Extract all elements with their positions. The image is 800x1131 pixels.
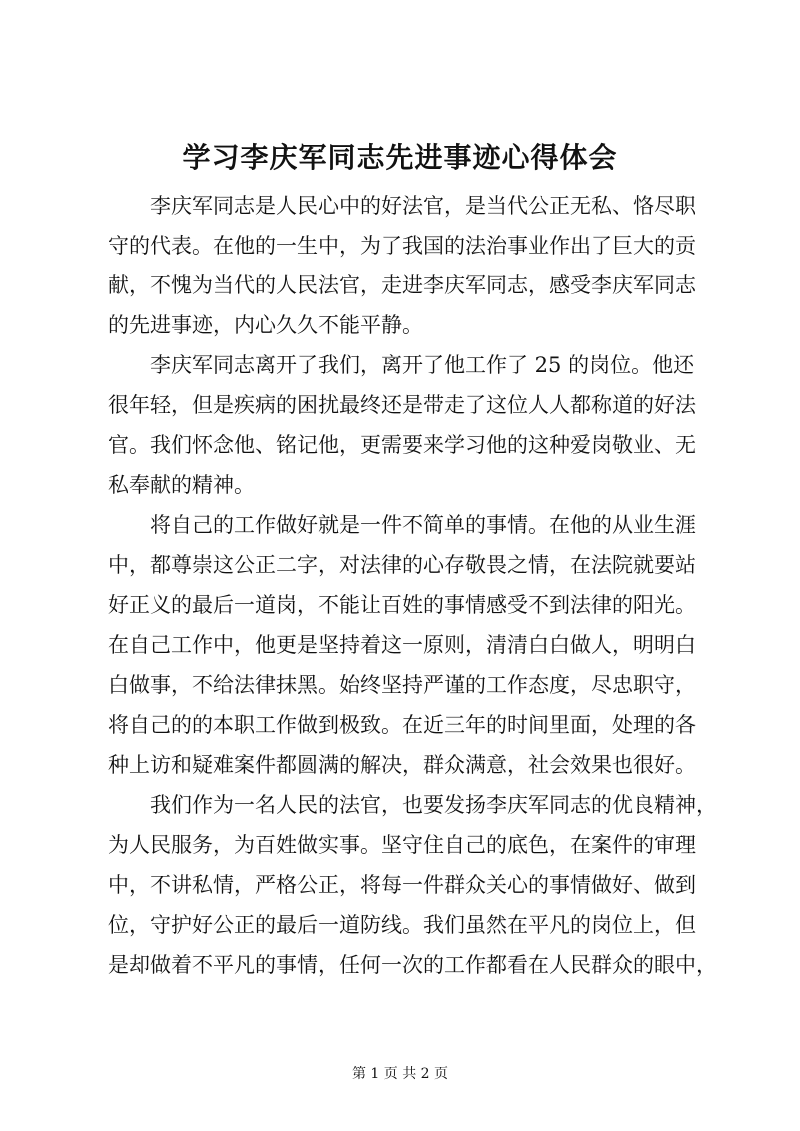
body-line: 种上访和疑难案件都圆满的解决，群众满意，社会效果也很好。 [108,753,696,777]
body-line: 将自己的的本职工作做到极致。在近三年的时间里面，处理的各 [108,713,696,737]
body-line: 白做事，不给法律抹黑。始终坚持严谨的工作态度，尽忠职守， [108,673,696,697]
body-line: 将自己的工作做好就是一件不简单的事情。在他的从业生涯 [108,513,696,537]
body-line: 很年轻，但是疾病的困扰最终还是带走了这位人人都称道的好法 [108,393,696,417]
body-line: 我们作为一名人民的法官，也要发扬李庆军同志的优良精神， [108,793,717,817]
body-line: 的先进事迹，内心久久不能平静。 [108,313,423,337]
body-line: 献，不愧为当代的人民法官，走进李庆军同志，感受李庆军同志 [108,273,696,297]
body-line: 官。我们怀念他、铭记他，更需要来学习他的这种爱岗敬业、无 [108,433,696,457]
body-line: 中，都尊崇这公正二字，对法律的心存敬畏之情，在法院就要站 [108,553,696,577]
body-line: 是却做着不平凡的事情，任何一次的工作都看在人民群众的眼中， [108,953,717,977]
body-line: 为人民服务，为百姓做实事。坚守住自己的底色，在案件的审理 [108,833,696,857]
document-title: 学习李庆军同志先进事迹心得体会 [182,141,618,174]
body-line: 位，守护好公正的最后一道防线。我们虽然在平凡的岗位上，但 [108,913,696,937]
body-line: 李庆军同志离开了我们，离开了他工作了 25 的岗位。他还 [108,353,695,377]
body-line: 好正义的最后一道岗，不能让百姓的事情感受不到法律的阳光。 [108,593,696,617]
body-line: 中，不讲私情，严格公正，将每一件群众关心的事情做好、做到 [108,873,696,897]
page-footer: 第 1 页 共 2 页 [351,1066,449,1082]
body-line: 守的代表。在他的一生中，为了我国的法治事业作出了巨大的贡 [108,234,696,258]
body-line: 私奉献的精神。 [108,473,255,497]
body-line: 李庆军同志是人民心中的好法官，是当代公正无私、恪尽职 [108,194,696,218]
body-line: 在自己工作中，他更是坚持着这一原则，清清白白做人，明明白 [108,633,696,657]
